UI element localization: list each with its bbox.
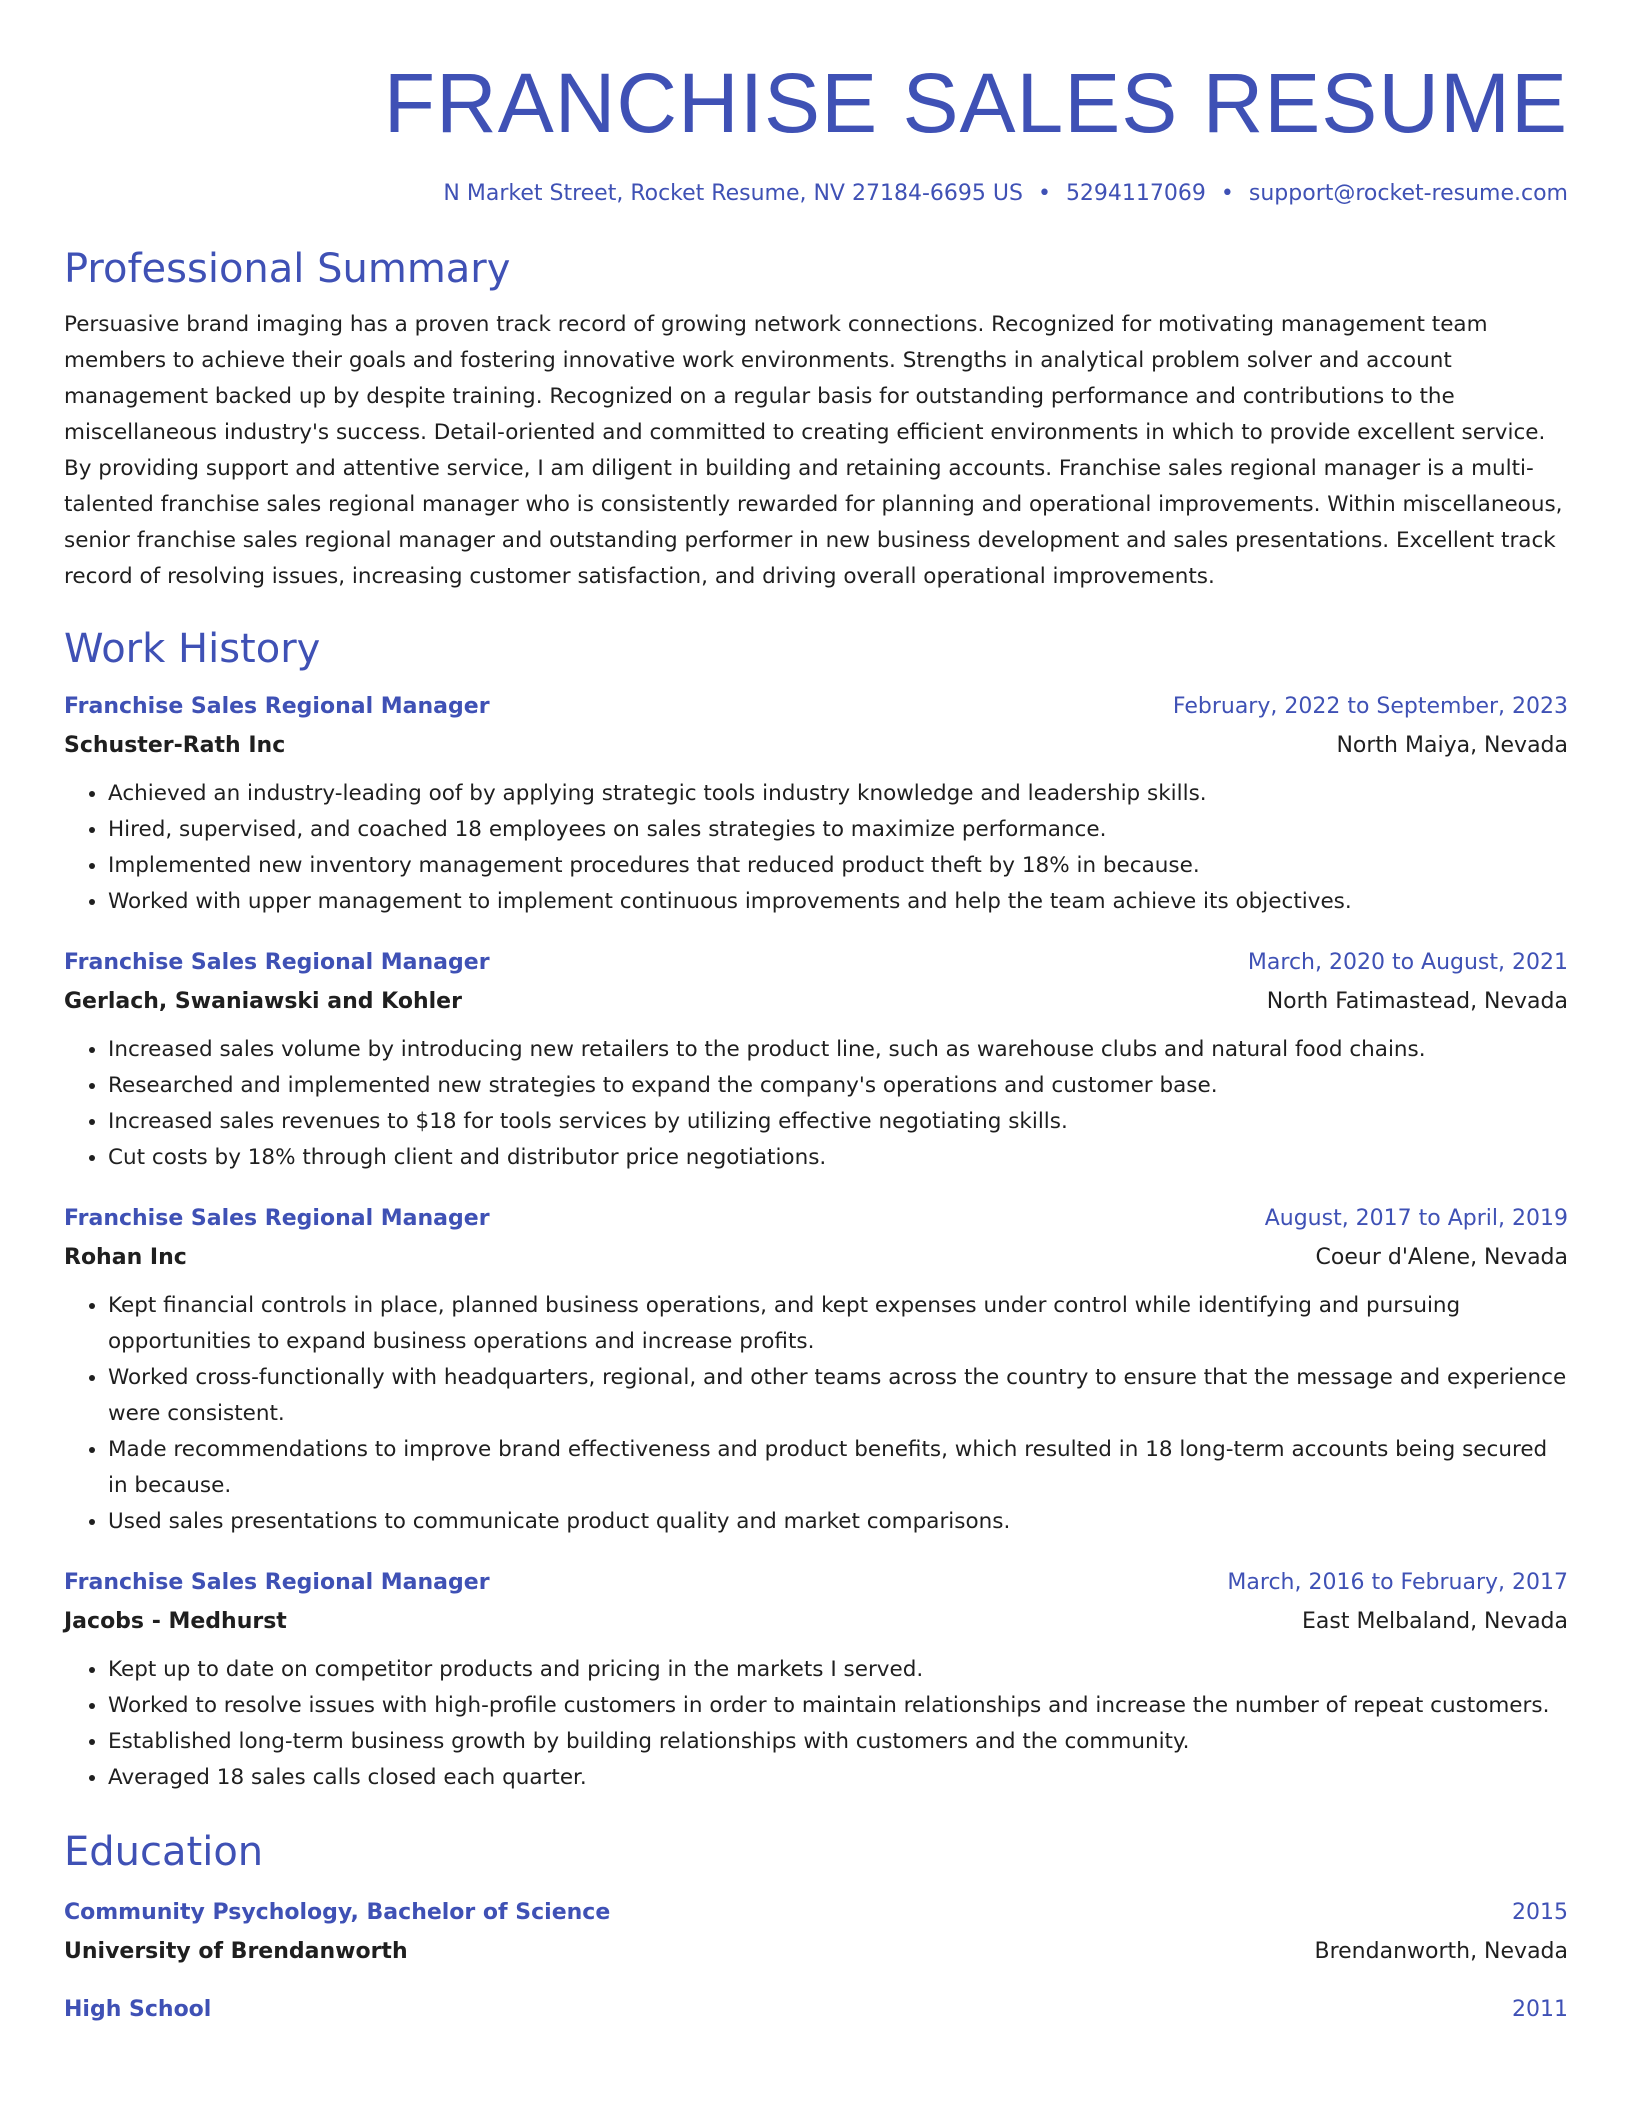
education-entry (64, 1995, 1568, 2025)
job-bullet: • Worked with upper management to implement continuous improvements and help the team achieve its objectives. (108, 884, 1568, 920)
education-subheader (64, 1937, 1568, 1967)
education-entry (64, 1898, 1568, 1967)
job-bullets (64, 1288, 1568, 1540)
education-year: 2015 (1512, 1900, 1568, 1925)
education-header (64, 1898, 1568, 1928)
education-location: Brendanworth, Nevada (1314, 1939, 1568, 1964)
education-degree: Community Psychology, Bachelor of Science (64, 1900, 611, 1925)
section-title-education: Education (64, 1829, 264, 1875)
job-entry (64, 692, 1568, 920)
job-entry (64, 1568, 1568, 1796)
contact-separator: • (1220, 181, 1234, 206)
job-dates: February, 2022 to September, 2023 (1172, 694, 1568, 719)
resume-page (64, 0, 1568, 2025)
job-role: Franchise Sales Regional Manager (64, 694, 490, 719)
job-location: Coeur d'Alene, Nevada (1315, 1245, 1568, 1270)
job-location: East Melbaland, Nevada (1302, 1609, 1568, 1634)
job-bullet: • Increased sales revenues to $18 for tools services by utilizing effective negotiating skills. (108, 1104, 1568, 1140)
education-school: University of Brendanworth (64, 1939, 408, 1964)
resume-title: FRANCHISE SALES RESUME (383, 56, 1568, 150)
job-bullets (64, 1652, 1568, 1796)
job-company: Jacobs - Medhurst (64, 1609, 287, 1634)
job-company: Gerlach, Swaniawski and Kohler (64, 989, 462, 1014)
summary-text: Persuasive brand imaging has a proven track record of growing network connections. Recognized for motivating management team members to achieve their goals and fostering innovative work environments. Strengths in analytical problem solver and account management backed up by despite training. Recognized on a regular basis for outstanding performance and contributions to the miscellaneous industry's success. Detail-oriented and committed to creating efficient environments in which to provide excellent service. By providing support and attentive service, I am diligent in building and retaining accounts. Franchise sales regional manager is a multi-talented franchise sales regional manager who is consistently rewarded for planning and operational improvements. Within miscellaneous, senior franchise sales regional manager and outstanding performer in new business development and sales presentations. Excellent track record of resolving issues, increasing customer satisfaction, and driving overall operational improvements. (64, 312, 1563, 589)
contact-email: support@rocket-resume.com (1248, 181, 1568, 206)
job-bullet: • Used sales presentations to communicate product quality and market comparisons. (108, 1504, 1568, 1540)
job-subheader (64, 987, 1568, 1017)
job-subheader (64, 1607, 1568, 1637)
job-bullet: • Achieved an industry-leading oof by applying strategic tools industry knowledge and leadership skills. (108, 776, 1568, 812)
job-header (64, 1568, 1568, 1598)
contact-phone: 5294117069 (1065, 181, 1206, 206)
job-bullet: • Increased sales volume by introducing new retailers to the product line, such as warehouse clubs and natural food chains. (108, 1032, 1568, 1068)
education-degree: High School (64, 1997, 212, 2022)
job-location: North Fatimastead, Nevada (1266, 989, 1568, 1014)
job-bullet: • Worked to resolve issues with high-profile customers in order to maintain relationships and increase the number of repeat customers. (108, 1688, 1568, 1724)
section-title-work-history: Work History (64, 626, 321, 672)
job-bullet: • Established long-term business growth by building relationships with customers and the community. (108, 1724, 1568, 1760)
job-bullets (64, 1032, 1568, 1176)
contact-address: N Market Street, Rocket Resume, NV 27184-6695 US (443, 181, 1023, 206)
job-dates: March, 2016 to February, 2017 (1227, 1570, 1568, 1595)
education-year: 2011 (1512, 1997, 1568, 2022)
job-bullet: • Hired, supervised, and coached 18 employees on sales strategies to maximize performance. (108, 812, 1568, 848)
job-bullet: • Kept up to date on competitor products and pricing in the markets I served. (108, 1652, 1568, 1688)
job-bullets (64, 776, 1568, 920)
contact-separator: • (1037, 181, 1051, 206)
job-entry (64, 948, 1568, 1176)
job-bullet: • Worked cross-functionally with headquarters, regional, and other teams across the country to ensure that the message and experience were consistent. (108, 1360, 1568, 1432)
job-bullet: • Researched and implemented new strategies to expand the company's operations and customer base. (108, 1068, 1568, 1104)
job-bullet: • Implemented new inventory management procedures that reduced product theft by 18% in because. (108, 848, 1568, 884)
job-dates: March, 2020 to August, 2021 (1247, 950, 1568, 975)
job-bullet: • Averaged 18 sales calls closed each quarter. (108, 1760, 1568, 1796)
contact-line (64, 179, 1568, 209)
job-role: Franchise Sales Regional Manager (64, 1206, 490, 1231)
job-header (64, 948, 1568, 978)
job-entry (64, 1204, 1568, 1540)
work-history-list (64, 692, 1568, 1796)
job-bullet: • Kept financial controls in place, planned business operations, and kept expenses under control while identifying and pursuing opportunities to expand business operations and increase profits. (108, 1288, 1568, 1360)
job-subheader (64, 731, 1568, 761)
job-header (64, 692, 1568, 722)
job-bullet: • Made recommendations to improve brand effectiveness and product benefits, which resulted in 18 long-term accounts being secured in because. (108, 1432, 1568, 1504)
education-header (64, 1995, 1568, 2025)
job-bullet: • Cut costs by 18% through client and distributor price negotiations. (108, 1140, 1568, 1176)
job-role: Franchise Sales Regional Manager (64, 950, 490, 975)
job-company: Rohan Inc (64, 1245, 187, 1270)
job-location: North Maiya, Nevada (1336, 733, 1568, 758)
job-company: Schuster-Rath Inc (64, 733, 286, 758)
job-role: Franchise Sales Regional Manager (64, 1570, 490, 1595)
job-dates: August, 2017 to April, 2019 (1264, 1206, 1568, 1231)
job-header (64, 1204, 1568, 1234)
section-title-summary: Professional Summary (64, 246, 511, 292)
job-subheader (64, 1243, 1568, 1273)
